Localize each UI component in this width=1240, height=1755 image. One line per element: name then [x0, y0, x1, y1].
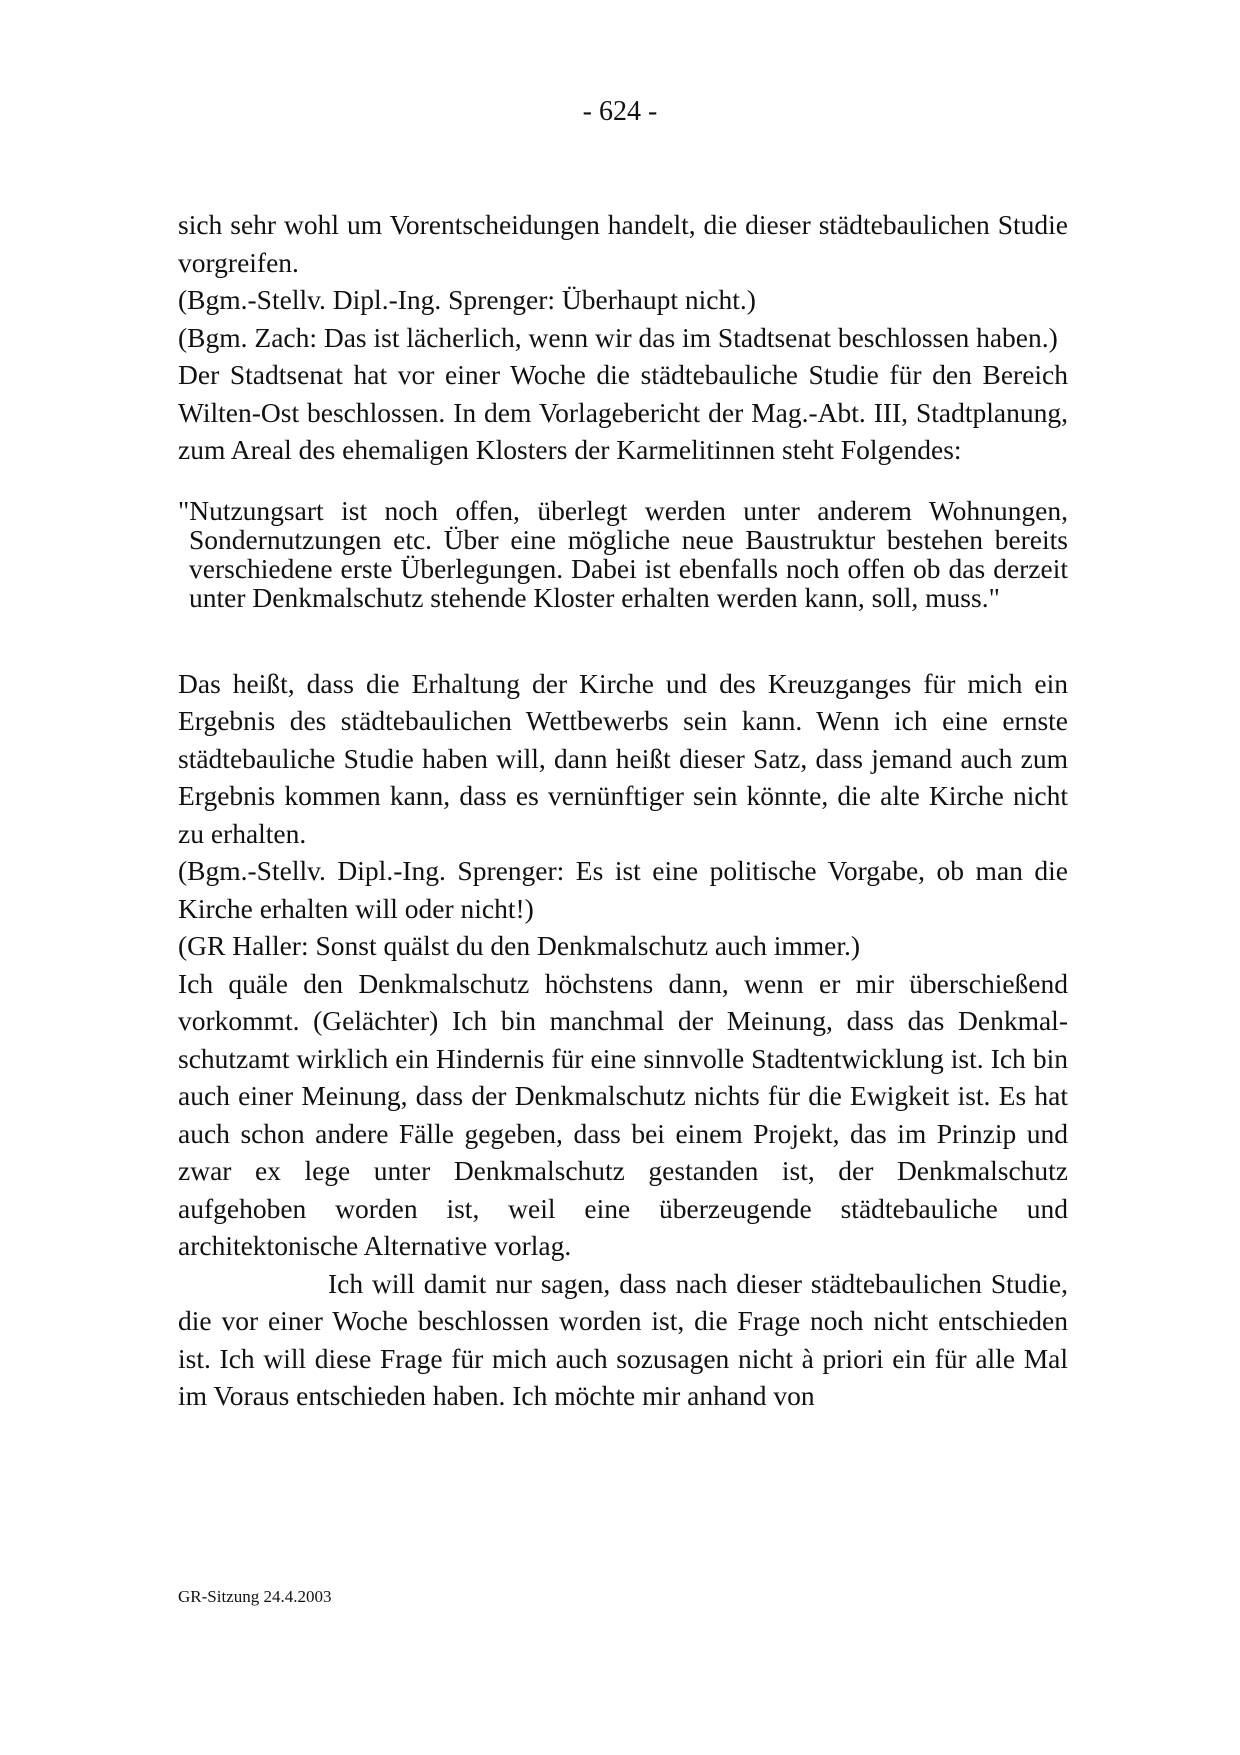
footer-session-date: GR-Sitzung 24.4.2003 [178, 1587, 332, 1606]
paragraph-stadtsenat: Der Stadtsenat hat vor einer Woche die städtebauliche Studie für den Bereich Wilten-Ost beschlossen. In dem Vorlagebericht der Mag.-Abt. III, Stadtplanung, zum Areal des ehemaligen Klosters der Karmelitinnen steht Folgendes: [178, 359, 1068, 465]
block-quote: "Nutzungsart ist noch offen, überlegt werden unter anderem Wohnungen, Sondernutzungen etc. Über eine mögliche neue Baustruktur bestehen bereits verschiedene erste Überlegungen. Dabei ist ebenfalls noch offen ob das derzeit unter Denkmalschutz stehende Kloster erhalten werden kann, soll, muss." [178, 494, 1068, 613]
page-number: - 624 - [582, 96, 658, 127]
document-body [178, 206, 1068, 1415]
interjection-sprenger-1: (Bgm.-Stellv. Dipl.-Ing. Sprenger: Überhaupt nicht.) [178, 284, 756, 315]
interjection-zach: (Bgm. Zach: Das ist lächerlich, wenn wir das im Stadtsenat beschlossen haben.) [178, 321, 1058, 353]
interjection-haller: (GR Haller: Sonst quälst du den Denkmalschutz auch immer.) [178, 930, 861, 961]
paragraph-1: sich sehr wohl um Vorentscheidungen handelt, die dieser städtebaulichen Studie vorgreifen. [178, 209, 1068, 278]
paragraph-erhaltung: Das heißt, dass die Erhaltung der Kirche und des Kreuzganges für mich ein Ergebnis des städtebaulichen Wettbewerbs sein kann. Wenn ich eine ernste städtebauliche Studie haben will, dann heißt dieser Satz, dass jemand auch zum Ergebnis kommen kann, dass es vernünftiger sein könnte, die alte Kirche nicht zu erhalten. [178, 667, 1068, 849]
interjection-sprenger-2: (Bgm.-Stellv. Dipl.-Ing. Sprenger: Es ist eine politische Vorgabe, ob man die Kirche erhalten will oder nicht!) [178, 855, 1068, 924]
paragraph-studie: Ich will damit nur sagen, dass nach dieser städtebaulichen Studie, die vor einer Woche beschlossen worden ist, die Frage noch nicht entschieden ist. Ich will diese Frage für mich auch sozusagen nicht à priori ein für alle Mal im Voraus entschieden haben. Ich möchte mir anhand von [178, 1267, 1068, 1411]
paragraph-denkmalschutz: Ich quäle den Denkmalschutz höchstens dann, wenn er mir überschießend vorkommt. (Gelächter) Ich bin manchmal der Meinung, dass das Denkmalschutzamt wirklich ein Hindernis für eine sinnvolle Stadtentwicklung ist. Ich bin auch einer Meinung, dass der Denkmalschutz nichts für die Ewigkeit ist. Es hat auch schon andere Fälle gegeben, dass bei einem Projekt, das im Prinzip und zwar ex lege unter Denkmalschutz gestanden ist, der Denkmalschutz aufgehoben worden ist, weil eine überzeugende städtebauliche und architektonische Alternative vorlag. [178, 967, 1068, 1261]
